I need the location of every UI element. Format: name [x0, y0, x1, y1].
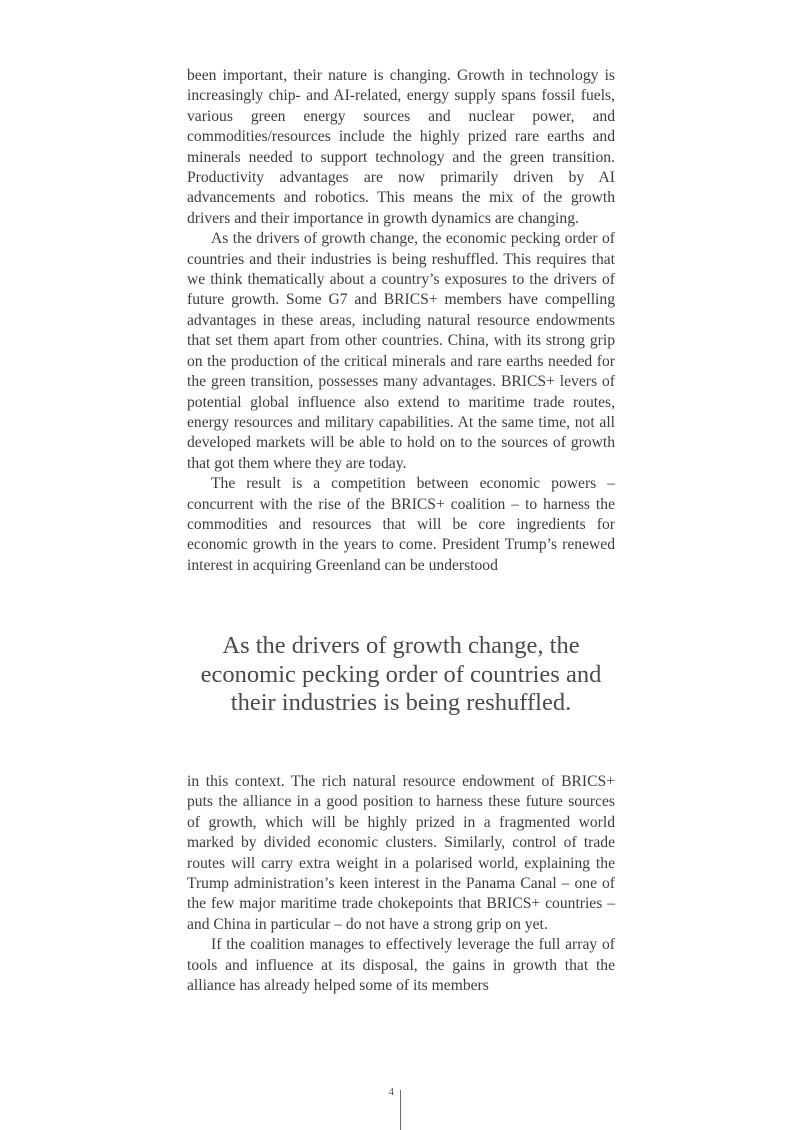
paragraph: been important, their nature is changing. Growth in technology is increasingly chip- and AI-related, energy supply spans fossil fuels, various green energy sources and nuclear power, and commodities/resources include the highly prized rare earths and minerals needed to support technology and the green transition. Productivity advantages are now primarily driven by AI advancements and robotics. This means the mix of the growth drivers and their importance in growth dynamics are changing. [187, 67, 615, 227]
paragraph: As the drivers of growth change, the economic pecking order of countries and their industries is being reshuffled. This requires that we think thematically about a country’s exposures to the drivers of future growth. Some G7 and BRICS+ members have compelling advantages in these areas, including natural resource endowments that set them apart from other countries. China, with its strong grip on the production of the critical minerals and rare earths needed for the green transition, possesses many advantages. BRICS+ levers of potential global influence also extend to maritime trade routes, energy resources and military capabilities. At the same time, not all developed markets will be able to hold on to the sources of growth that got them where they are today. [187, 230, 615, 472]
page-number-rule [400, 1090, 401, 1130]
paragraph: If the coalition manages to effectively leverage the full array of tools and influence at its disposal, the gains in growth that the alliance has already helped some of its members [187, 936, 615, 995]
pull-quote: As the drivers of growth change, the economic pecking order of countries and their industries is being reshuffled. [200, 632, 602, 716]
body-column-top [187, 66, 615, 576]
paragraph: in this context. The rich natural resource endowment of BRICS+ puts the alliance in a good position to harness these future sources of growth, which will be highly prized in a fragmented world marked by divided economic clusters. Similarly, control of trade routes will carry extra weight in a polarised world, explaining the Trump administration’s keen interest in the Panama Canal – one of the few major maritime trade chokepoints that BRICS+ countries – and China in particular – do not have a strong grip on yet. [187, 773, 615, 933]
page-number: 4 [388, 1086, 394, 1098]
paragraph: The result is a competition between economic powers – concurrent with the rise of the BRICS+ coalition – to harness the commodities and resources that will be core ingredients for economic growth in the years to come. President Trump’s renewed interest in acquiring Greenland can be understood [187, 475, 615, 574]
body-column-bottom [187, 772, 615, 996]
